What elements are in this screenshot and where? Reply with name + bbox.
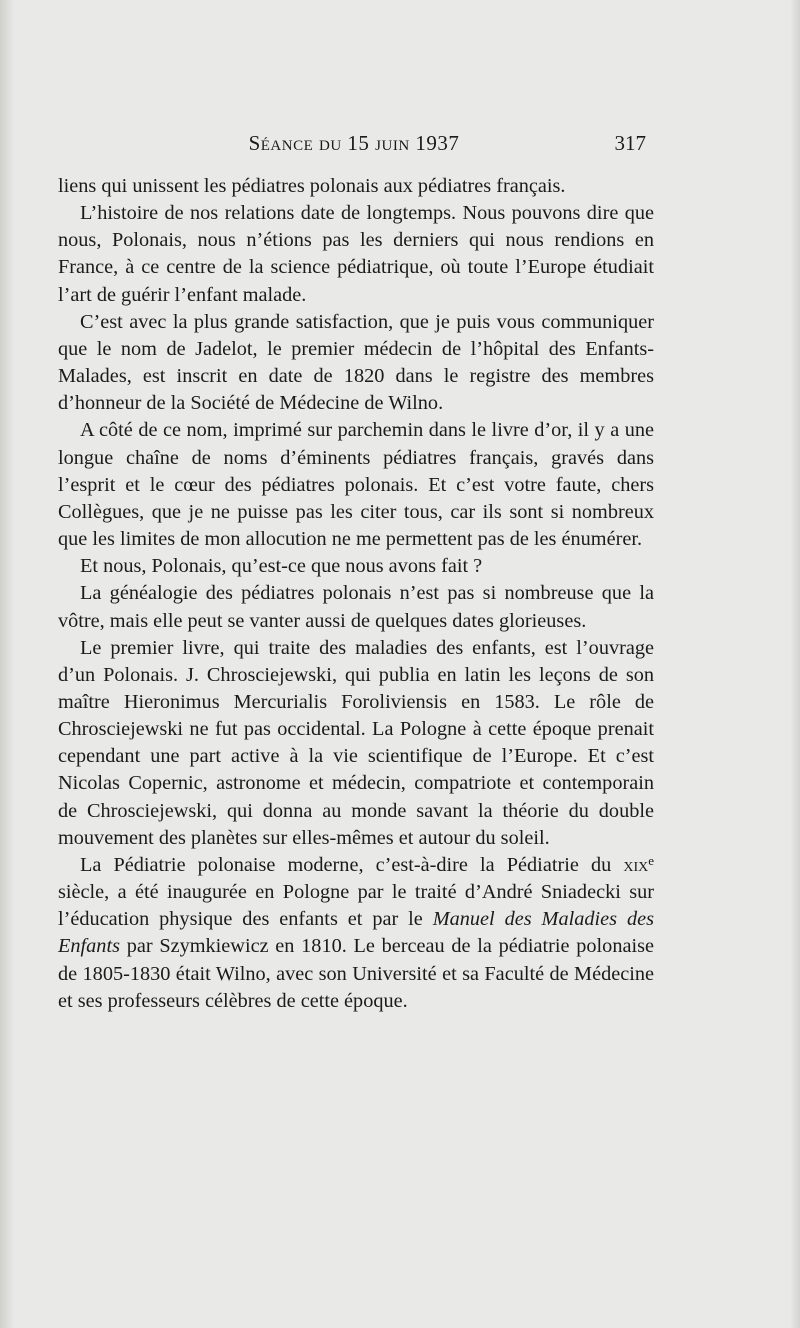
paragraph: liens qui unissent les pédiatres polonais aux pédiatres français. [58,175,566,197]
book-title: Manuel des Maladies des Enfants [58,908,654,958]
paragraph: L’histoire de nos relations date de longtemps. Nous pouvons dire que nous, Polonais, nous n’étions pas les derniers qui nous rendions en France, à ce centre de la science pédiatrique, où toute l’Europe étudiait l’art de guérir l’enfant malade. [58,202,654,306]
last-paragraph-part2: siècle, a été inaugurée en Pologne par le traité d’André Sniadecki sur l’éducation physique des enfants et par le [58,881,654,931]
last-paragraph-part3: par Szymkiewicz en 1810. Le berceau de la pédiatrie polonaise de 1805-1830 était Wilno, avec son Université et sa Faculté de Médecine et ses professeurs célèbres de cette époque. [58,935,654,1012]
page-number: 317 [614,131,646,155]
scan-edge-left [0,0,14,1328]
paragraph-last [58,852,654,1015]
body-text [58,173,654,1015]
header-month: juin [369,131,416,155]
running-head [58,131,650,161]
header-prefix: Séance du [248,131,348,155]
century-numeral: xix [623,853,649,876]
paragraph: A côté de ce nom, imprimé sur parchemin dans le livre d’or, il y a une longue chaîne de noms d’éminents pédiatres français, gravés dans l’esprit et le cœur des pédiatres polonais. Et c’est votre faute, chers Collègues, que je ne puisse pas les citer tous, car ils sont si nombreux que les limites de mon allocution ne me permettent pas de les énumérer. [58,419,654,551]
page-header-title [58,131,650,156]
paragraph: C’est avec la plus grande satisfaction, que je puis vous communiquer que le nom de Jadelot, le premier médecin de l’hôpital des Enfants-Malades, est inscrit en date de 1820 dans le registre des membres d’honneur de la Société de Médecine de Wilno. [58,310,654,415]
header-year: 1937 [415,131,460,155]
paragraph: La généalogie des pédiatres polonais n’est pas si nombreuse que la vôtre, mais elle peut se vanter aussi de quelques dates glorieuses. [58,582,654,632]
paragraph: Le premier livre, qui traite des maladies des enfants, est l’ouvrage d’un Polonais. J. Chrosciejewski, qui publia en latin les leçons de son maître Hieronimus Mercurialis Foroliviensis en 1583. Le rôle de Chrosciejewski ne fut pas occidental. La Pologne à cette époque prenait cependant une part active à la vie scientifique de l’Europe. Et c’est Nicolas Copernic, astronome et médecin, compatriote et contemporain de Chrosciejewski, qui donna au monde savant la théorie du double mouvement des planètes sur elles-mêmes et autour du soleil. [58,636,654,849]
last-paragraph-part1: La Pédiatrie polonaise moderne, c’est-à-dire la Pédiatrie du [80,853,624,876]
paragraph: Et nous, Polonais, qu’est-ce que nous avons fait ? [80,555,483,578]
century-superscript: e [648,852,654,868]
scan-edge-right [790,0,800,1328]
header-day: 15 [347,131,370,155]
